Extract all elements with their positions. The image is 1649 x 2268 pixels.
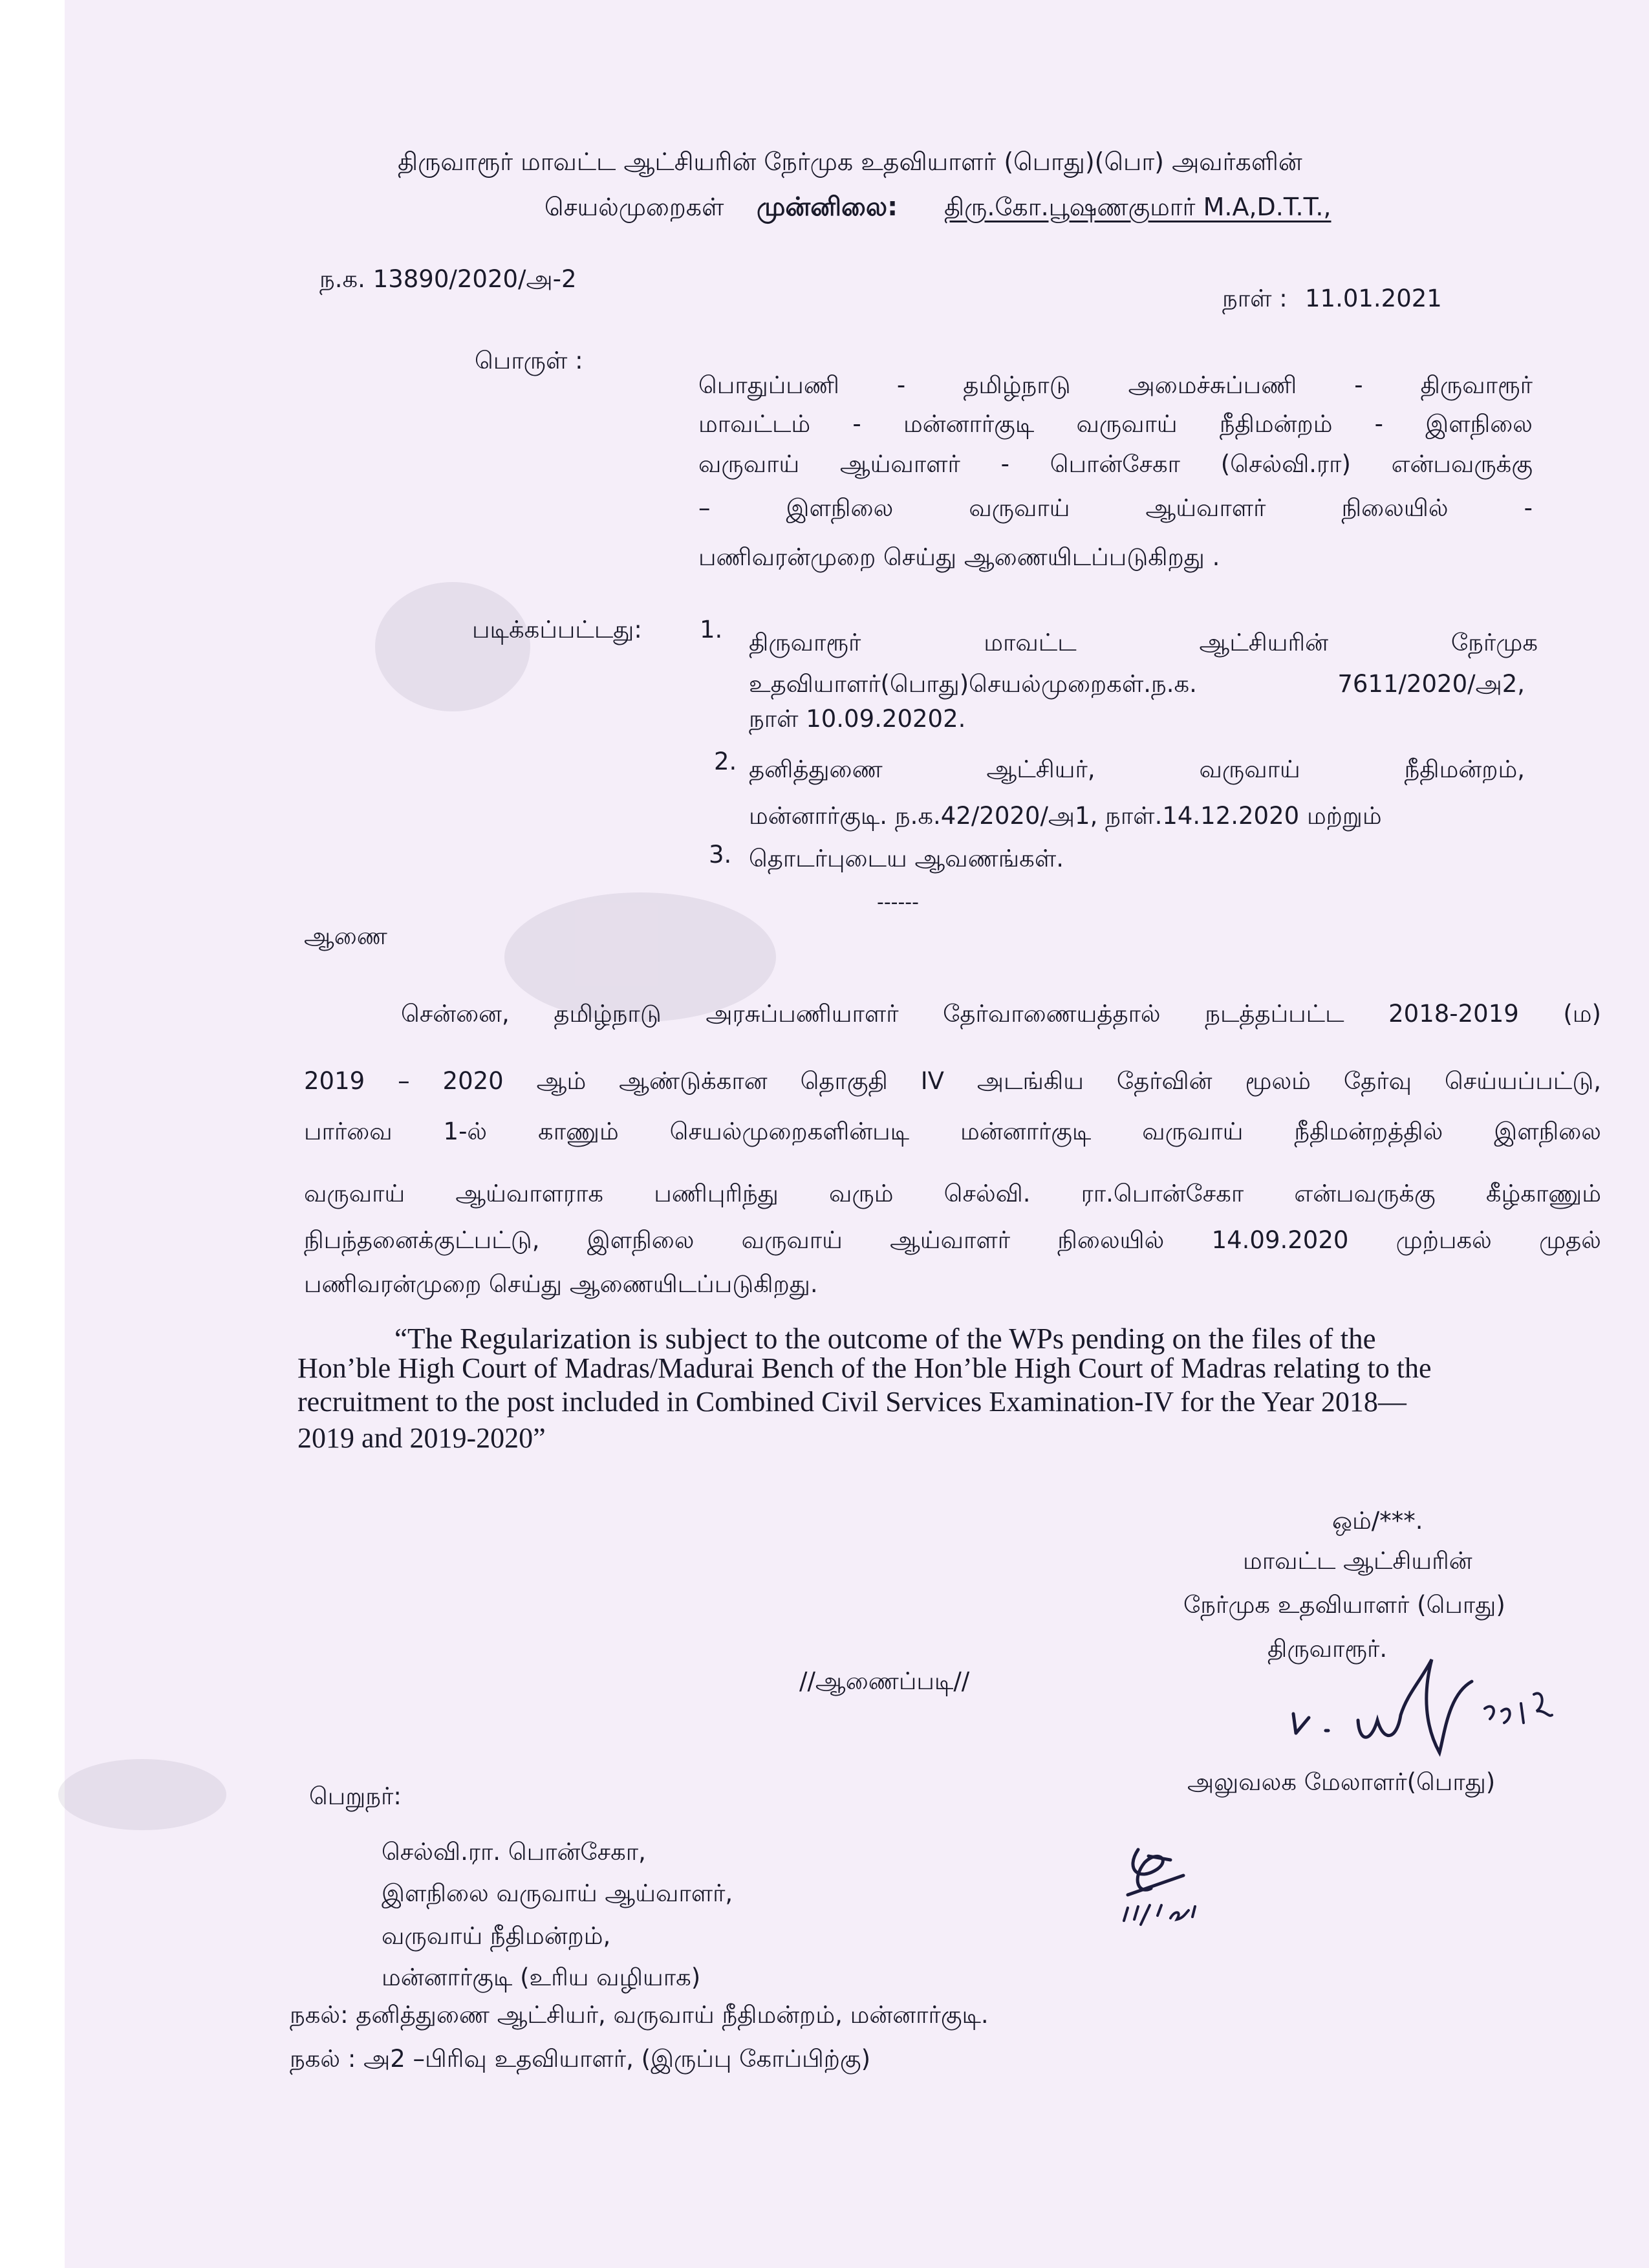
condition-line: recruitment to the post included in Combined Civil Services Examination-IV for the Year 2018— <box>297 1386 1406 1418</box>
header-line-2-label: செயல்முறைகள் <box>544 193 724 221</box>
by-order: //ஆணைப்படி// <box>799 1667 970 1695</box>
signatory-line: மாவட்ட ஆட்சியரின் <box>1243 1547 1472 1575</box>
office-manager: அலுவலக மேலாளர்(பொது) <box>1187 1768 1496 1796</box>
subject-line: – இளநிலை வருவாய் ஆய்வாளர் நிலையில் - <box>698 494 1533 522</box>
reference-item-line: தொடர்புடைய ஆவணங்கள். <box>749 845 1064 872</box>
recipient-line: செல்வி.ரா. பொன்சேகா, <box>382 1838 646 1866</box>
file-number: ந.க. 13890/2020/அ-2 <box>319 265 577 293</box>
order-para-line: சென்னை, தமிழ்நாடு அரசுப்பணியாளர் தேர்வாணையத்தால் நடத்தப்பட்ட 2018-2019 (ம) <box>401 1000 1601 1028</box>
presence-name: திரு.கோ.பூஷணகுமார் M.A,D.T.T., <box>944 193 1331 221</box>
signatory-line: திருவாரூர். <box>1267 1635 1388 1663</box>
order-para-line: 2019 – 2020 ஆம் ஆண்டுக்கான தொகுதி IV அடங்கிய தேர்வின் மூலம் தேர்வு செய்யப்பட்டு, <box>304 1067 1601 1095</box>
references-label: படிக்கப்பட்டது: <box>472 616 642 643</box>
order-para-line: வருவாய் ஆய்வாளராக பணிபுரிந்து வரும் செல்வி. ரா.பொன்சேகா என்பவருக்கு கீழ்காணும் <box>304 1180 1601 1207</box>
header-line-1: திருவாரூர் மாவட்ட ஆட்சியரின் நேர்முக உதவியாளர் (பொது)(பொ) அவர்களின் <box>398 147 1302 176</box>
condition-line: 2019 and 2019-2020” <box>297 1422 546 1454</box>
order-para-line: பணிவரன்முறை செய்து ஆணையிடப்படுகிறது. <box>304 1270 818 1298</box>
signatory-line: நேர்முக உதவியாளர் (பொது) <box>1183 1591 1505 1619</box>
subject-line: வருவாய் ஆய்வாளர் - பொன்சேகா (செல்வி.ரா) என்பவருக்கு <box>698 450 1533 478</box>
copy-line: நகல் : அ2 –பிரிவு உதவியாளர், (இருப்பு கோப்பிற்கு) <box>290 2045 871 2073</box>
recipient-label: பெறுநர்: <box>309 1782 402 1810</box>
date-label: நாள் : <box>1222 285 1288 312</box>
scan-stain <box>58 1759 226 1830</box>
reference-item-line: நாள் 10.09.20202. <box>749 705 966 733</box>
order-para-line: நிபந்தனைக்குட்பட்டு, இளநிலை வருவாய் ஆய்வாளர் நிலையில் 14.09.2020 முற்பகல் முதல் <box>304 1226 1601 1254</box>
order-date: 11.01.2021 <box>1305 285 1442 312</box>
scan-stain <box>375 582 530 711</box>
reference-item-number: 1. <box>700 616 723 643</box>
reference-item-number: 3. <box>709 841 732 869</box>
subject-line: பணிவரன்முறை செய்து ஆணையிடப்படுகிறது . <box>698 543 1220 571</box>
subject-line: பொதுப்பணி - தமிழ்நாடு அமைச்சுப்பணி - திருவாரூர் <box>698 371 1533 399</box>
reference-item-line: தனித்துணை ஆட்சியர், வருவாய் நீதிமன்றம், <box>749 755 1525 783</box>
handwritten-signature <box>1287 1656 1571 1768</box>
order-heading: ஆணை <box>304 922 387 950</box>
condition-line: Hon’ble High Court of Madras/Madurai Bench of the Hon’ble High Court of Madras relating to the <box>297 1352 1432 1384</box>
copy-line: நகல்: தனித்துணை ஆட்சியர், வருவாய் நீதிமன்றம், மன்னார்குடி. <box>290 2001 989 2029</box>
reference-item-line: திருவாரூர் மாவட்ட ஆட்சியரின் நேர்முக <box>749 629 1538 656</box>
presence-label: முன்னிலை: <box>757 192 898 222</box>
recipient-line: இளநிலை வருவாய் ஆய்வாளர், <box>382 1879 733 1907</box>
subject-line: மாவட்டம் - மன்னார்குடி வருவாய் நீதிமன்றம் - இளநிலை <box>698 410 1533 438</box>
recipient-line: வருவாய் நீதிமன்றம், <box>382 1922 611 1950</box>
scan-border <box>0 0 65 2268</box>
order-para-line: பார்வை 1-ல் காணும் செயல்முறைகளின்படி மன்னார்குடி வருவாய் நீதிமன்றத்தில் இளநிலை <box>304 1118 1601 1145</box>
recipient-line: மன்னார்குடி (உரிய வழியாக) <box>382 1963 701 1991</box>
reference-item-line: உதவியாளர்(பொது)செயல்முறைகள்.ந.க. 7611/2020/அ2, <box>749 670 1525 698</box>
reference-item-number: 2. <box>714 748 737 775</box>
handwritten-initials <box>1112 1843 1242 1943</box>
separator: ------ <box>877 891 919 914</box>
reference-item-line: மன்னார்குடி. ந.க.42/2020/அ1, நாள்.14.12.2020 மற்றும் <box>749 802 1382 830</box>
subject-label: பொருள் : <box>475 347 583 374</box>
condition-line: “The Regularization is subject to the outcome of the WPs pending on the files of the <box>394 1323 1376 1355</box>
signed-mark: ஒம்/***. <box>1332 1507 1423 1535</box>
